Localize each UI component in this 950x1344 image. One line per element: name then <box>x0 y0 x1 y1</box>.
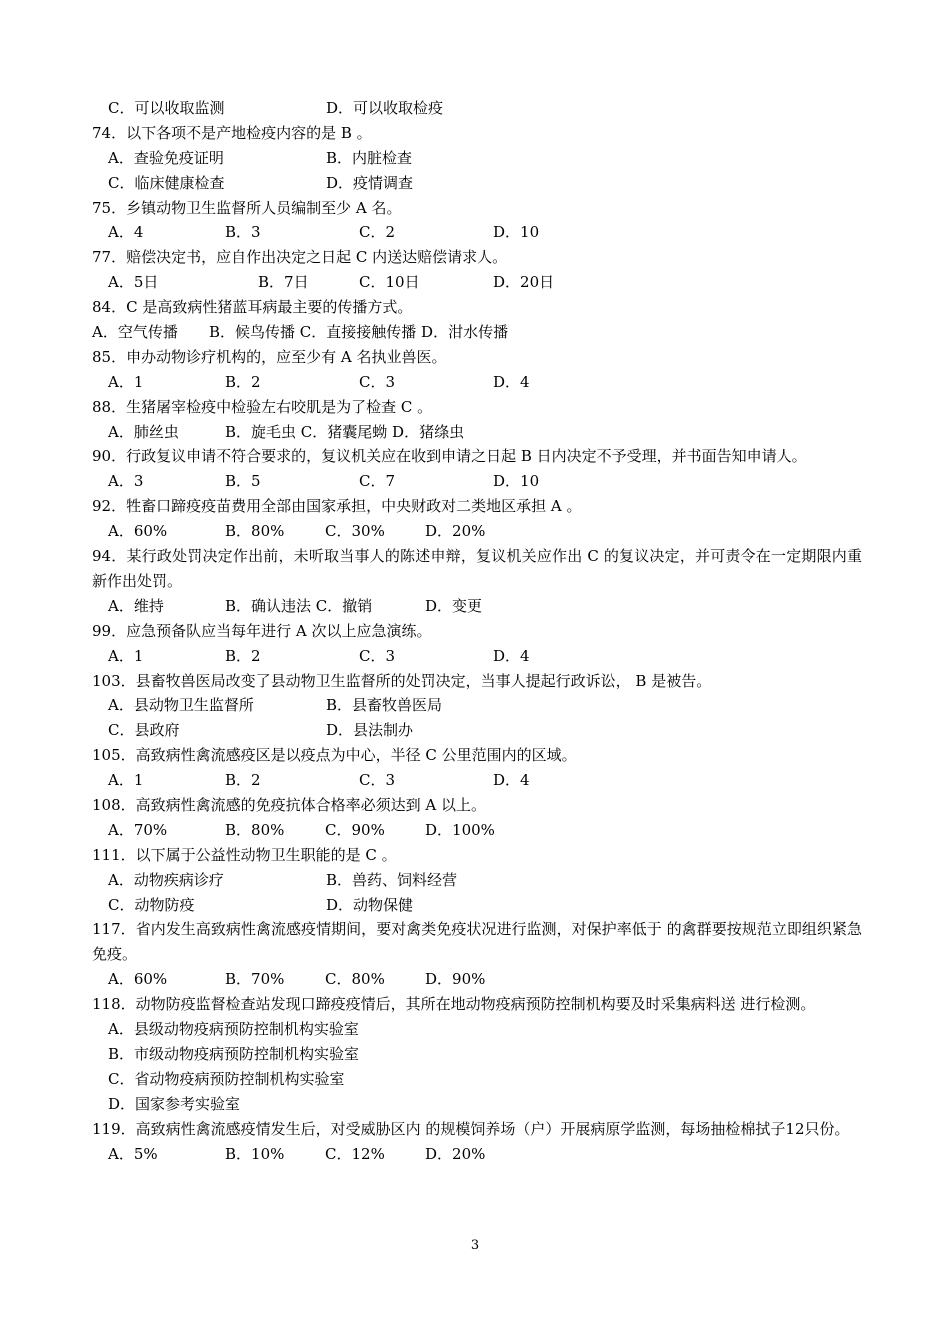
question-stem: 74．以下各项不是产地检疫内容的是 B 。 <box>92 123 372 142</box>
question-stem: 108．高致病性禽流感的免疫抗体合格率必须达到 A 以上。 <box>92 795 487 814</box>
options-row <box>92 818 862 843</box>
question-stem: 94．某行政处罚决定作出前，未听取当事人的陈述申辩，复议机关应作出 C 的复议决定，并可责令在一定期限内重新作出处罚。 <box>92 547 862 590</box>
answer-option: B．10% <box>225 1144 285 1163</box>
options-row <box>92 644 862 669</box>
question-stem: 103．县畜牧兽医局改变了县动物卫生监督所的处罚决定，当事人提起行政诉讼， B 是被告。 <box>92 671 712 690</box>
answer-option: A．1 <box>108 646 144 665</box>
options-row <box>92 967 862 992</box>
answer-option: C．80% <box>325 970 385 989</box>
answer-option: C．2 <box>359 223 396 242</box>
options-row <box>92 1142 862 1167</box>
answer-option: A．肺丝虫 <box>108 422 179 441</box>
document-body <box>92 96 862 1166</box>
answer-option: B．5 <box>225 472 261 491</box>
answer-option: D．90% <box>425 970 486 989</box>
answer-option: D．疫情调查 <box>326 173 414 192</box>
answer-option: B．内脏检查 <box>326 148 413 167</box>
options-row <box>92 868 862 893</box>
answer-option: C．3 <box>359 372 396 391</box>
answer-option: A．60% <box>108 522 168 541</box>
answer-option: A．维持 <box>108 596 164 615</box>
answer-option: D．4 <box>493 646 530 665</box>
answer-option: A．5日 <box>108 273 159 292</box>
options-row <box>92 1017 862 1042</box>
answer-option: B．市级动物疫病预防控制机构实验室 <box>108 1044 360 1063</box>
answer-option: B．70% <box>225 970 285 989</box>
options-row <box>92 96 862 121</box>
options-row <box>92 320 862 345</box>
answer-option: B．旋毛虫 C．猪囊尾蚴 D．猪绦虫 <box>225 422 465 441</box>
question-stem: 88．生猪屠宰检疫中检验左右咬肌是为了检查 C 。 <box>92 397 433 416</box>
options-row <box>92 420 862 445</box>
question-stem: 111．以下属于公益性动物卫生职能的是 C 。 <box>92 845 397 864</box>
answer-option: D．10 <box>493 223 540 242</box>
question-stem: 77．赔偿决定书，应自作出决定之日起 C 内送达赔偿请求人。 <box>92 248 508 267</box>
answer-option: D．20% <box>425 1144 486 1163</box>
answer-option: B．2 <box>225 771 261 790</box>
question-stem: 117．省内发生高致病性禽流感疫情期间，要对禽类免疫状况进行监测，对保护率低于 的禽群要按规范立即组织紧急免疫。 <box>92 920 862 964</box>
options-row <box>92 768 862 793</box>
answer-option: B．80% <box>225 820 285 839</box>
options-row <box>92 718 862 743</box>
answer-option: C．30% <box>325 522 385 541</box>
options-row <box>92 1042 862 1067</box>
answer-option: A．60% <box>108 970 168 989</box>
answer-option: A．1 <box>108 372 144 391</box>
answer-option: D．100% <box>425 820 495 839</box>
answer-option: B．2 <box>225 372 261 391</box>
answer-option: A．5% <box>108 1144 158 1163</box>
answer-option: B．确认违法 C．撤销 <box>225 596 373 615</box>
answer-option: C．3 <box>359 646 396 665</box>
answer-option: D．变更 <box>425 596 483 615</box>
answer-option: C．3 <box>359 771 396 790</box>
answer-option: B．2 <box>225 646 261 665</box>
options-row <box>92 469 862 494</box>
answer-option: A．动物疾病诊疗 <box>108 870 224 889</box>
answer-option: C．可以收取监测 <box>108 99 225 117</box>
answer-option: B．兽药、饲料经营 <box>326 870 458 889</box>
answer-option: C．12% <box>325 1144 385 1163</box>
answer-option: C．10日 <box>359 273 420 292</box>
answer-option: C．临床健康检查 <box>108 173 225 192</box>
answer-option: D．20% <box>425 522 486 541</box>
question-stem: 119．高致病性禽流感疫情发生后，对受威胁区内 的规模饲养场（户）开展病原学监测，每场抽检棉拭子12只份。 <box>92 1119 850 1138</box>
answer-option: C．省动物疫病预防控制机构实验室 <box>108 1069 345 1088</box>
options-row <box>92 693 862 718</box>
options-row <box>92 171 862 196</box>
options-row <box>92 1092 862 1117</box>
answer-option: D．4 <box>493 771 530 790</box>
options-row <box>92 146 862 171</box>
answer-option: D．4 <box>493 372 530 391</box>
answer-option: B．3 <box>225 223 261 242</box>
answer-option: A．70% <box>108 820 168 839</box>
answer-option: D．可以收取检疫 <box>326 99 444 117</box>
question-stem: 92．牲畜口蹄疫疫苗费用全部由国家承担，中央财政对二类地区承担 A 。 <box>92 497 582 516</box>
options-row <box>92 893 862 918</box>
answer-option: A．县动物卫生监督所 <box>108 696 254 715</box>
question-stem: 118．动物防疫监督检查站发现口蹄疫疫情后，其所在地动物疫病预防控制机构要及时采集病料送 进行检测。 <box>92 995 816 1014</box>
question-stem: 85．申办动物诊疗机构的，应至少有 A 名执业兽医。 <box>92 347 447 366</box>
answer-option: D．20日 <box>493 273 555 292</box>
answer-option: A．4 <box>108 223 144 242</box>
question-stem: 84．C 是高致病性猪蓝耳病最主要的传播方式。 <box>92 298 413 317</box>
options-row <box>92 270 862 295</box>
question-stem: 99．应急预备队应当每年进行 A 次以上应急演练。 <box>92 621 432 640</box>
options-row <box>92 1067 862 1092</box>
answer-option: B．候鸟传播 C．直接接触传播 D．泔水传播 <box>209 323 509 342</box>
answer-option: A．3 <box>108 472 144 491</box>
answer-option: D．国家参考实验室 <box>108 1094 241 1113</box>
answer-option: C．动物防疫 <box>108 895 195 914</box>
answer-option: C．7 <box>359 472 396 491</box>
question-stem: 90．行政复议申请不符合要求的，复议机关应在收到申请之日起 B 日内决定不予受理，并书面告知申请人。 <box>92 447 807 466</box>
answer-option: B．县畜牧兽医局 <box>326 696 443 715</box>
answer-option: A．县级动物疫病预防控制机构实验室 <box>108 1020 359 1039</box>
answer-option: C．90% <box>325 820 385 839</box>
options-row <box>92 519 862 544</box>
answer-option: D．10 <box>493 472 540 491</box>
answer-option: C．县政府 <box>108 721 180 740</box>
answer-option: A．空气传播 <box>92 323 178 342</box>
answer-option: B．80% <box>225 522 285 541</box>
question-stem: 105．高致病性禽流感疫区是以疫点为中心，半径 C 公里范围内的区域。 <box>92 746 577 765</box>
question-stem: 75．乡镇动物卫生监督所人员编制至少 A 名。 <box>92 198 402 217</box>
options-row <box>92 594 862 619</box>
answer-option: D．县法制办 <box>326 721 414 740</box>
page-number: 3 <box>470 1238 480 1253</box>
options-row <box>92 370 862 395</box>
answer-option: B．7日 <box>258 273 309 292</box>
answer-option: A．1 <box>108 771 144 790</box>
answer-option: A．查验免疫证明 <box>108 148 224 167</box>
answer-option: D．动物保健 <box>326 895 414 914</box>
options-row <box>92 220 862 245</box>
